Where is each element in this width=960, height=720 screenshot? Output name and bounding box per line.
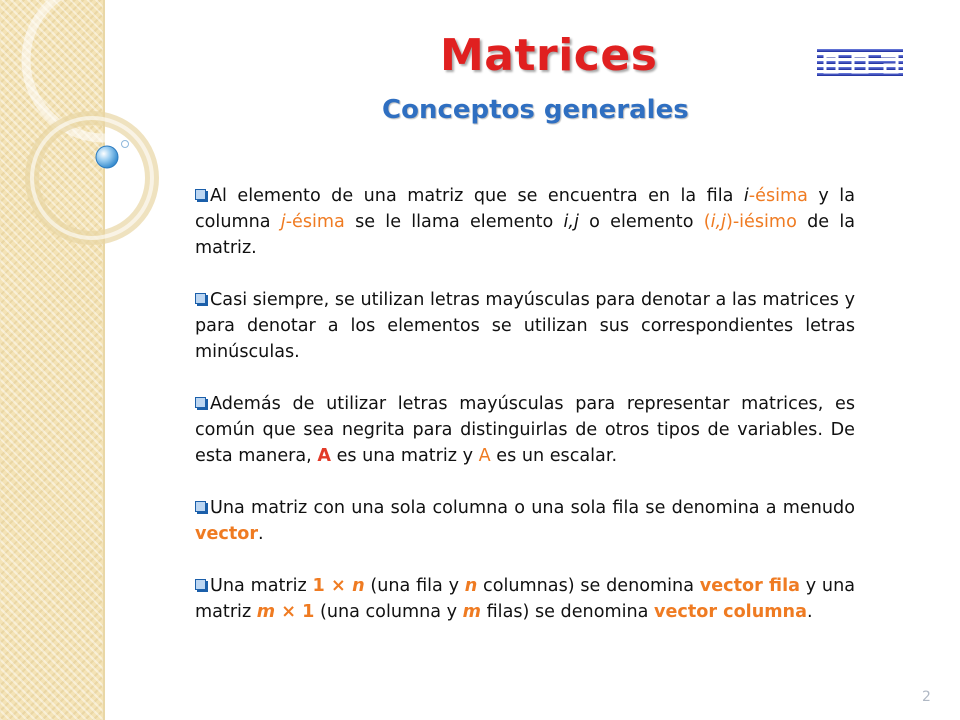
square-bullet-icon — [195, 189, 206, 200]
doa-logo-icon — [815, 47, 905, 79]
bullet-paragraph-2: Casi siempre, se utilizan letras mayúsculas para denotar a las matrices y para denotar a los elementos se utilizan sus correspondientes letras minúsculas. — [195, 290, 855, 362]
page-subtitle: Conceptos generales — [382, 95, 689, 125]
page-number: 2 — [922, 689, 931, 705]
bullet-paragraph-5: Una matriz 1 × n (una fila y n columnas) se denomina vector fila y una matriz m × 1 (una columna y m filas) se denomina vector columna. — [195, 576, 856, 622]
svg-text:doa: doa — [815, 47, 817, 48]
bullet-paragraph-3: Además de utilizar letras mayúsculas para representar matrices, es común que sea negrita para distinguirlas de otros tipos de variables. De esta manera, A es una matriz y A es un escalar. — [195, 394, 855, 466]
square-bullet-icon — [195, 579, 206, 590]
main-content — [195, 183, 855, 651]
bullet-paragraph-1: Al elemento de una matriz que se encuentra en la fila i-ésima y la columna j-ésima se le llama elemento i,j o elemento (i,j)-iésimo de la matriz. — [195, 186, 855, 258]
decorative-circles — [0, 0, 160, 260]
square-bullet-icon — [195, 397, 206, 408]
bullet-paragraph-4: Una matriz con una sola columna o una sola fila se denomina a menudo vector. — [195, 498, 855, 544]
page-title: Matrices — [440, 30, 658, 81]
small-bubble-icon — [122, 141, 129, 148]
square-bullet-icon — [195, 293, 206, 304]
square-bullet-icon — [195, 501, 206, 512]
blue-bubble-icon — [96, 146, 118, 168]
